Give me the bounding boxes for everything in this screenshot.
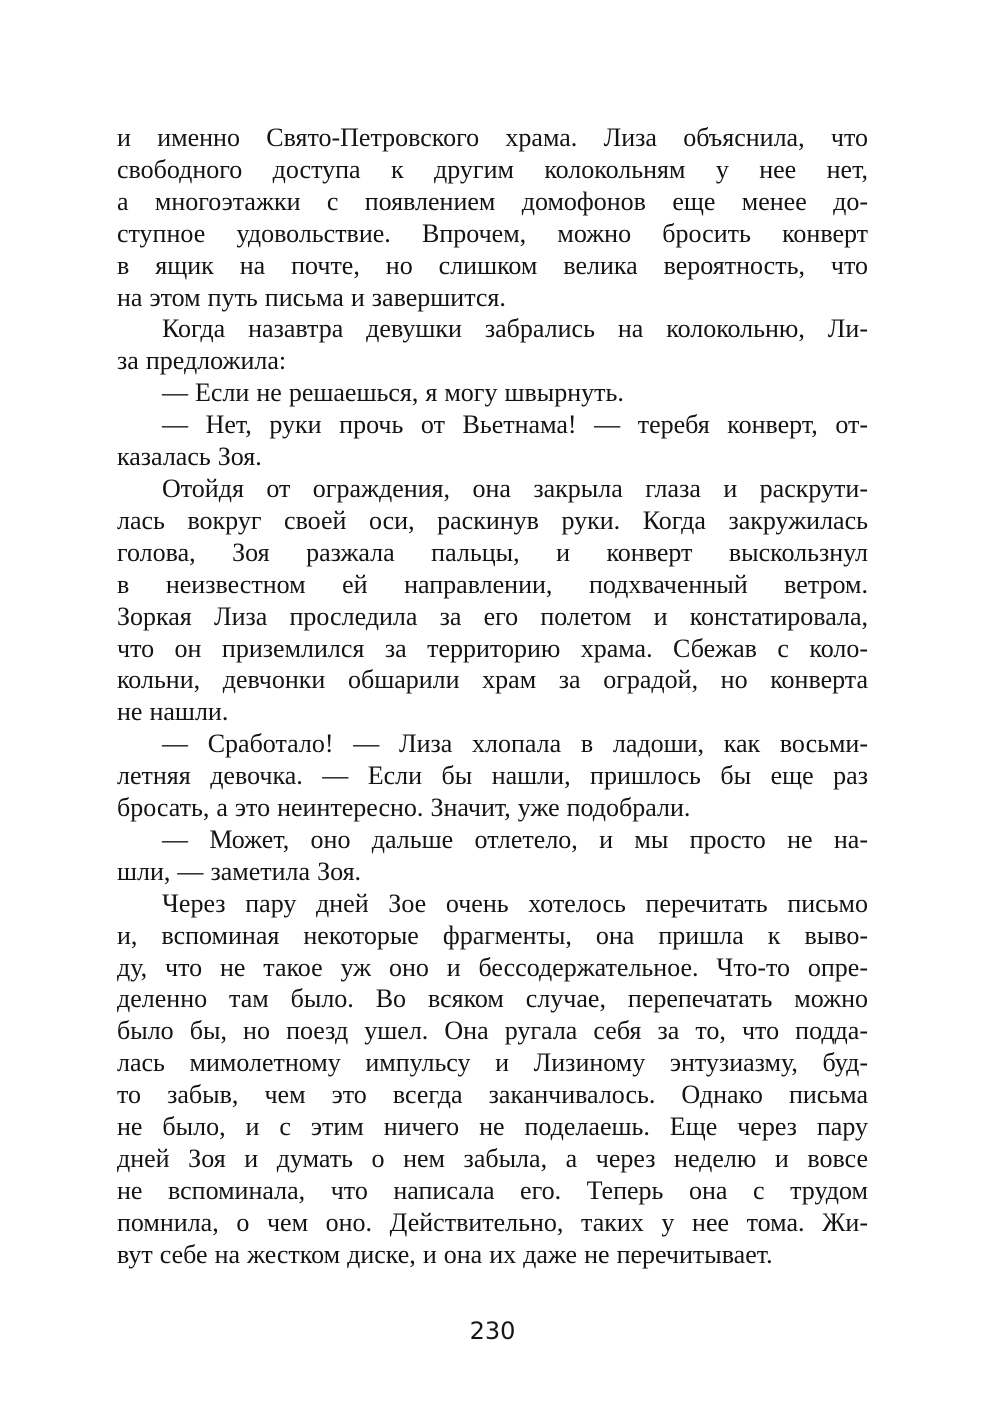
text-line: вут себе на жестком диске, и она их даже не перечитывает. [117,1239,773,1269]
text-line: и именно Свято-Петровского храма. Лиза объяснила, что [117,123,868,152]
paragraph [117,377,868,409]
text-line: на этом путь письма и завершится. [117,282,506,312]
paragraph [117,728,868,824]
text-line: — Нет, руки прочь от Вьетнама! — теребя конверт, от- [162,410,868,440]
text-line: не вспоминала, что написала его. Теперь она с трудом [117,1175,868,1205]
text-line: Зоркая Лиза проследила за его полетом и констатировала, [117,601,868,631]
text-line: бросать, а это неинтересно. Значит, уже подобрали. [117,793,691,823]
text-line: деленно там было. Во всяком случае, перепечатать можно [117,984,868,1014]
text-line: летняя девочка. — Если бы нашли, пришлось бы еще раз [117,761,868,791]
text-line: казалась Зоя. [117,442,262,472]
text-line: Когда назавтра девушки забрались на колокольню, Ли- [162,314,868,344]
text-line: а многоэтажки с появлением домофонов еще менее до- [117,186,868,216]
text-line: было бы, но поезд ушел. Она ругала себя за то, что подда- [117,1016,868,1046]
paragraph [117,888,868,1271]
text-line: — Сработало! — Лиза хлопала в ладоши, как восьми- [162,729,868,759]
paragraph [117,473,868,728]
text-line: голова, Зоя разжала пальцы, и конверт выскользнул [117,537,868,567]
text-line: не нашли. [117,697,229,727]
paragraph [117,122,868,313]
text-line: и, вспоминая некоторые фрагменты, она пришла к выво- [117,920,868,950]
text-line: шли, — заметила Зоя. [117,856,362,886]
text-line: Отойдя от ограждения, она закрыла глаза и раскрути- [162,473,868,503]
paragraph [117,313,868,377]
text-line: свободного доступа к другим колокольням у нее нет, [117,154,868,184]
text-line: — Может, оно дальше отлетело, и мы просто не на- [162,824,868,854]
text-line: не было, и с этим ничего не поделаешь. Еще через пару [117,1112,868,1142]
paragraph [117,824,868,888]
text-line: кольни, девчонки обшарили храм за оградой, но конверта [117,665,868,695]
text-block [117,122,868,1271]
text-line: Через пару дней Зое очень хотелось перечитать письмо [162,888,868,918]
text-line: помнила, о чем оно. Действительно, таких у нее тома. Жи- [117,1207,868,1237]
text-line: лась вокруг своей оси, раскинув руки. Когда закружилась [117,505,868,535]
text-line: в ящик на почте, но слишком велика вероятность, что [117,250,868,280]
text-line: дней Зоя и думать о нем забыла, а через неделю и вовсе [117,1144,868,1173]
text-line: ду, что не такое уж оно и бессодержательное. Что-то опре- [117,952,868,982]
text-line: за предложила: [117,346,287,376]
page-number: 230 [469,1317,516,1345]
text-line: лась мимолетному импульсу и Лизиному энтузиазму, буд- [117,1048,868,1078]
text-line: в неизвестном ей направлении, подхваченный ветром. [117,569,868,599]
text-line: ступное удовольствие. Впрочем, можно бросить конверт [117,218,868,248]
text-line: то забыв, чем это всегда заканчивалось. Однако письма [117,1080,868,1110]
text-line: — Если не решаешься, я могу швырнуть. [162,378,624,408]
paragraph [117,409,868,473]
text-line: что он приземлился за территорию храма. Сбежав с коло- [117,633,868,663]
